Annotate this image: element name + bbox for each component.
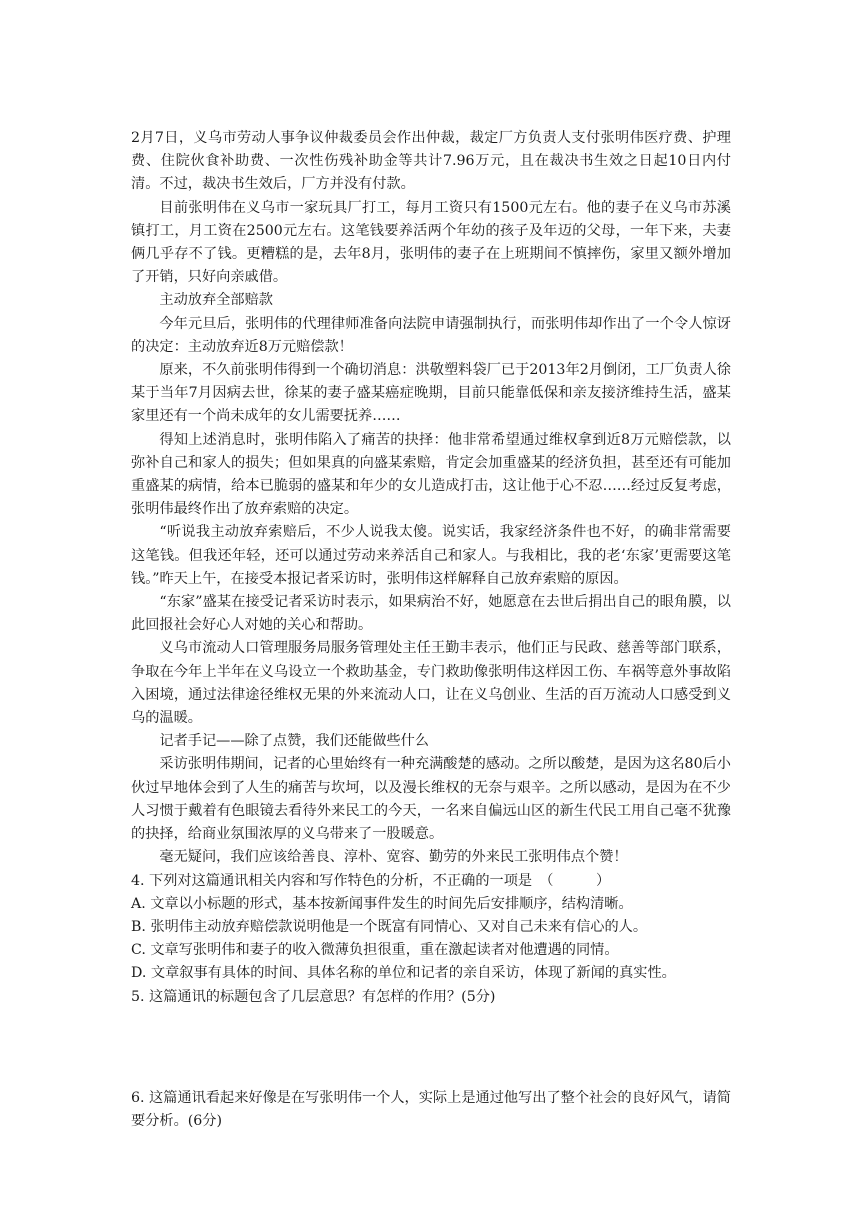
paragraph-6: “听说我主动放弃索赔后，不少人说我太傻。说实话，我家经济条件也不好，的确非常需要这笔钱。但我还年轻，还可以通过劳动来养活自己和家人。与我相比，我的老‘东家’更需要这笔钱。”昨天上午，在接受本报记者采访时，张明伟这样解释自己放弃索赔的原因。 (131, 524, 731, 587)
question-4-stem: 4. 下列对这篇通讯相关内容和写作特色的分析，不正确的一项是 （ ） (131, 872, 611, 889)
question-6: 6. 这篇通讯看起来好像是在写张明伟一个人，实际上是通过他写出了整个社会的良好风气，请简要分析。(6分) (131, 1089, 731, 1129)
question-5: 5. 这篇通讯的标题包含了几层意思？有怎样的作用？(5分) (131, 988, 496, 1005)
paragraph-10: 毫无疑问，我们应该给善良、淳朴、宽容、勤劳的外来民工张明伟点个赞！ (159, 849, 628, 866)
question-4-option-b: B. 张明伟主动放弃赔偿款说明他是一个既富有同情心、又对自己未来有信心的人。 (131, 918, 648, 935)
document-page (131, 127, 731, 1133)
questions-section (131, 870, 731, 1134)
paragraph-1: 2月7日，义乌市劳动人事争议仲裁委员会作出仲裁，裁定厂方负责人支付张明伟医疗费、护理费、住院伙食补助费、一次性伤残补助金等共计7.96万元，且在裁决书生效之日起10日内付清。不过，裁决书生效后，厂方并没有付款。 (131, 130, 731, 193)
paragraph-2: 目前张明伟在义乌市一家玩具厂打工，每月工资只有1500元左右。他的妻子在义乌市苏溪镇打工，月工资在2500元左右。这笔钱要养活两个年幼的孩子及年迈的父母，一年下来，夫妻俩几乎存不了钱。更糟糕的是，去年8月，张明伟的妻子在上班期间不慎摔伤，家里又额外增加了开销，只好向亲戚借。 (131, 199, 731, 286)
answer-space-5 (131, 1009, 731, 1087)
paragraph-3: 今年元旦后，张明伟的代理律师准备向法院申请强制执行，而张明伟却作出了一个令人惊讶的决定：主动放弃近8万元赔偿款！ (131, 315, 731, 355)
paragraph-7: “东家”盛某在接受记者采访时表示，如果病治不好，她愿意在去世后捐出自己的眼角膜，以此回报社会好心人对她的关心和帮助。 (131, 594, 731, 634)
paragraph-8: 义乌市流动人口管理服务局服务管理处主任王勤丰表示，他们正与民政、慈善等部门联系，争取在今年上半年在义乌设立一个救助基金，专门救助像张明伟这样因工伤、车祸等意外事故陷入困境，通过法律途径维权无果的外来流动人口，让在义乌创业、生活的百万流动人口感受到义乌的温暖。 (131, 640, 731, 727)
paragraph-5: 得知上述消息时，张明伟陷入了痛苦的抉择：他非常希望通过维权拿到近8万元赔偿款，以弥补自己和家人的损失；但如果真的向盛某索赔，肯定会加重盛某的经济负担，甚至还有可能加重盛某的病情，给本已脆弱的盛某和年少的女儿造成打击，这让他于心不忍……经过反复考虑，张明伟最终作出了放弃索赔的决定。 (131, 431, 731, 518)
article-body (131, 127, 731, 870)
question-4-option-c: C. 文章写张明伟和妻子的收入微薄负担很重，重在激起读者对他遭遇的同情。 (131, 942, 619, 959)
paragraph-4: 原来，不久前张明伟得到一个确切消息：洪敬塑料袋厂已于2013年2月倒闭，工厂负责人徐某于当年7月因病去世，徐某的妻子盛某癌症晚期，目前只能靠低保和亲友接济维持生活，盛某家里还有一个尚未成年的女儿需要抚养…… (131, 362, 731, 425)
subheading-reporter-notes: 记者手记——除了点赞，我们还能做些什么 (159, 733, 429, 750)
paragraph-9: 采访张明伟期间，记者的心里始终有一种充满酸楚的感动。之所以酸楚，是因为这名80后小伙过早地体会到了人生的痛苦与坎坷，以及漫长维权的无奈与艰辛。之所以感动，是因为在不少人习惯于戴着有色眼镜去看待外来民工的今天，一名来自偏远山区的新生代民工用自己毫不犹豫的抉择，给商业氛围浓厚的义乌带来了一股暖意。 (131, 756, 731, 843)
question-4-option-a: A. 文章以小标题的形式，基本按新闻事件发生的时间先后安排顺序，结构清晰。 (131, 895, 633, 912)
subheading-give-up: 主动放弃全部赔款 (159, 292, 273, 309)
question-4-option-d: D. 文章叙事有具体的时间、具体名称的单位和记者的亲自采访，体现了新闻的真实性。 (131, 965, 676, 982)
